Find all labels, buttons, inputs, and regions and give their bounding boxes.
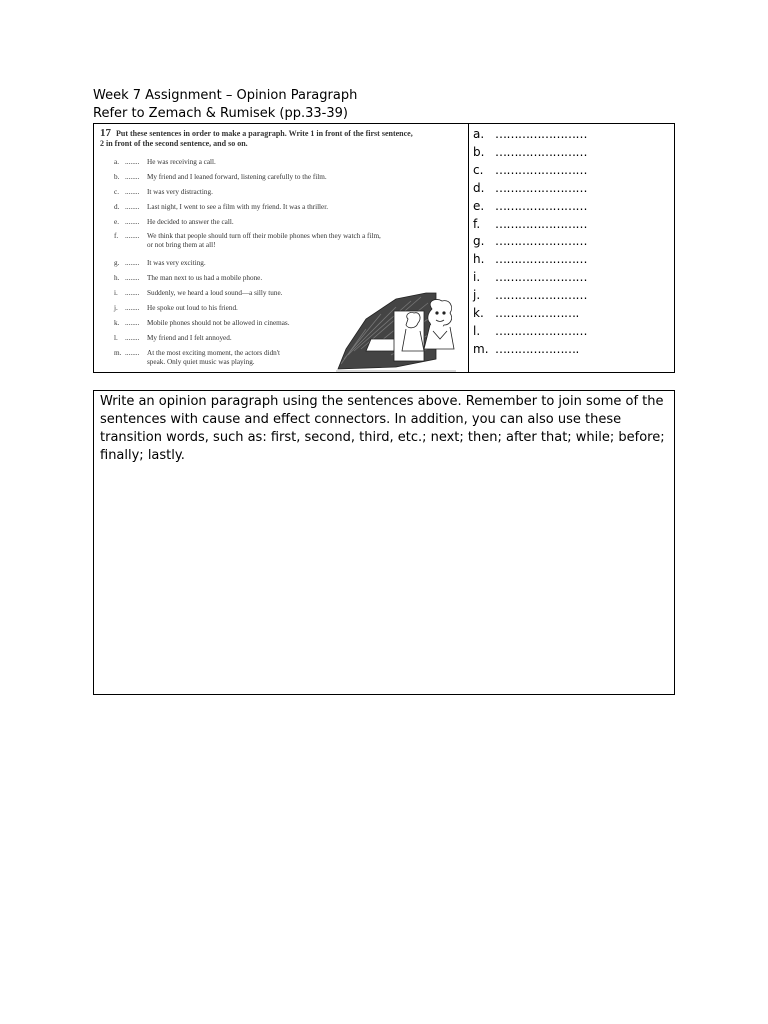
exercise-item-letter: d.: [114, 203, 120, 211]
exercise-item: [114, 203, 328, 212]
exercise-item-blank: ........: [125, 319, 140, 327]
answer-blank[interactable]: ……………………: [495, 234, 587, 249]
exercise-item-letter: b.: [114, 173, 120, 181]
exercise-item-text: [147, 188, 213, 197]
exercise-item-blank: ........: [125, 274, 140, 282]
answer-row[interactable]: [473, 162, 673, 180]
exercise-item-text-line: It was very distracting.: [147, 188, 213, 196]
exercise-item: [114, 188, 213, 197]
textbook-reference: Refer to Zemach & Rumisek (pp.33-39): [93, 106, 348, 121]
exercise-item-letter: h.: [114, 274, 120, 282]
exercise-item: [114, 274, 262, 283]
exercise-item: [114, 232, 381, 250]
exercise-item-blank: ........: [125, 334, 140, 342]
exercise-item-text: [147, 218, 234, 227]
exercise-item-letter: g.: [114, 259, 120, 267]
exercise-item: [114, 319, 290, 328]
exercise-item-text: [147, 334, 232, 343]
exercise-item-blank: ........: [125, 188, 140, 196]
exercise-table: [93, 123, 675, 373]
answer-letter: k.: [473, 306, 484, 321]
exercise-instruction: [100, 128, 450, 149]
exercise-item-text-line: He decided to answer the call.: [147, 218, 234, 226]
answer-letter: a.: [473, 127, 485, 141]
exercise-scan: [98, 126, 456, 372]
exercise-item-letter: i.: [114, 289, 118, 297]
answer-row[interactable]: [473, 287, 673, 305]
exercise-item: [114, 173, 327, 182]
answer-blank[interactable]: ……………………: [495, 162, 587, 177]
answer-blank[interactable]: ……………………: [495, 144, 587, 159]
exercise-item-letter: j.: [114, 304, 118, 312]
answer-row[interactable]: [473, 216, 673, 234]
exercise-item-text-line: My friend and I leaned forward, listening carefully to the film.: [147, 173, 327, 181]
answer-letter: e.: [473, 198, 485, 213]
answer-blank[interactable]: ………………….: [495, 341, 579, 356]
answer-row[interactable]: [473, 144, 673, 162]
answer-blank[interactable]: ………………….: [495, 306, 579, 321]
exercise-item-letter: f.: [114, 232, 119, 240]
exercise-item-blank: ........: [125, 173, 140, 181]
instruction-line-1: Put these sentences in order to make a paragraph. Write 1 in front of the first sentence,: [116, 129, 413, 138]
answer-blank[interactable]: ……………………: [495, 252, 587, 267]
answer-row[interactable]: [473, 251, 673, 269]
exercise-item-letter: l.: [114, 334, 118, 342]
exercise-item: [114, 304, 238, 313]
answer-blank[interactable]: ……………………: [495, 270, 587, 285]
exercise-item-text-line: The man next to us had a mobile phone.: [147, 274, 263, 282]
exercise-item-text: [147, 289, 282, 298]
writing-prompt: Write an opinion paragraph using the sentences above. Remember to join some of the sentences with cause and effect connectors. In addition, you can also use these transition words, such as: first, second, third, etc.; next; then; after that; while; before; finally; lastly.: [100, 394, 665, 463]
answer-row[interactable]: [473, 269, 673, 287]
exercise-item-blank: ........: [125, 304, 140, 312]
exercise-item-blank: ........: [125, 158, 140, 166]
exercise-item-letter: e.: [114, 218, 119, 226]
instruction-line-2: 2 in front of the second sentence, and so on.: [100, 139, 248, 148]
exercise-item-blank: ........: [125, 218, 140, 226]
exercise-item-text-line: He was receiving a call.: [147, 158, 216, 166]
exercise-number: 17: [100, 127, 111, 139]
exercise-item: [114, 349, 280, 367]
exercise-item-text-line: Mobile phones should not be allowed in cinemas.: [147, 319, 290, 327]
answer-letter: m.: [473, 341, 489, 356]
exercise-item-letter: k.: [114, 319, 120, 327]
answer-row[interactable]: [473, 126, 673, 144]
exercise-item-text: [147, 259, 206, 268]
exercise-item-text: [147, 304, 238, 313]
answer-letter: j.: [473, 288, 481, 303]
exercise-item-text: [147, 173, 327, 182]
exercise-item-text-line: At the most exciting moment, the actors didn't: [147, 349, 281, 357]
exercise-item-text-line: It was very exciting.: [147, 259, 206, 267]
exercise-item: [114, 289, 282, 298]
answer-letter: l.: [473, 323, 481, 338]
answer-blank[interactable]: ……………………: [495, 216, 587, 231]
answer-letter: f.: [473, 216, 481, 231]
exercise-item-text-line: We think that people should turn off their mobile phones when they watch a film,: [147, 232, 381, 240]
exercise-item-blank: ........: [125, 203, 140, 211]
exercise-item-letter: m.: [114, 349, 122, 357]
answer-blank[interactable]: ……………………: [495, 288, 587, 303]
answer-blank[interactable]: ……………………: [495, 198, 587, 213]
exercise-item: [114, 259, 206, 268]
answer-row[interactable]: [473, 341, 673, 359]
exercise-item: [114, 158, 216, 167]
writing-box[interactable]: [93, 390, 675, 695]
exercise-item-text: [147, 319, 290, 328]
answer-letter: h.: [473, 252, 485, 267]
document-header: [93, 87, 357, 123]
exercise-item-text: [147, 203, 328, 212]
answer-blank[interactable]: ……………………: [495, 180, 587, 195]
answer-letter: i.: [473, 270, 481, 285]
exercise-item: [114, 334, 232, 343]
answer-letter: d.: [473, 180, 485, 195]
answer-letter: b.: [473, 144, 485, 159]
exercise-item-text: [147, 158, 216, 167]
exercise-item-blank: ........: [125, 349, 140, 357]
exercise-item-text-line: My friend and I felt annoyed.: [147, 334, 232, 342]
exercise-item-text-line: He spoke out loud to his friend.: [147, 304, 238, 312]
exercise-item-text: [147, 232, 381, 250]
exercise-item-text-line: speak. Only quiet music was playing.: [147, 358, 255, 366]
answer-blank[interactable]: ……………………: [495, 323, 587, 338]
exercise-item-letter: c.: [114, 188, 119, 196]
exercise-item-text-line: or not bring them at all!: [147, 241, 216, 249]
exercise-item-text: [147, 274, 262, 283]
exercise-item-letter: a.: [114, 158, 119, 166]
answer-row[interactable]: [473, 323, 673, 341]
answer-blank[interactable]: ……………………: [495, 127, 587, 141]
exercise-item-blank: ........: [125, 232, 140, 240]
answer-row[interactable]: [473, 305, 673, 323]
exercise-item-blank: ........: [125, 289, 140, 297]
exercise-item-text-line: Suddenly, we heard a loud sound—a silly tune.: [147, 289, 283, 297]
column-divider: [468, 124, 469, 372]
exercise-item-blank: ........: [125, 259, 140, 267]
answer-row[interactable]: [473, 233, 673, 251]
exercise-item-text: [147, 349, 280, 367]
exercise-item-text-line: Last night, I went to see a film with my friend. It was a thriller.: [147, 203, 329, 211]
answer-letter: c.: [473, 162, 484, 177]
assignment-title: Week 7 Assignment – Opinion Paragraph: [93, 88, 358, 103]
exercise-item: [114, 218, 234, 227]
answer-row[interactable]: [473, 198, 673, 216]
answer-list: [473, 126, 673, 359]
cinema-cartoon-illustration: [336, 289, 456, 372]
answer-row[interactable]: [473, 180, 673, 198]
answer-letter: g.: [473, 234, 485, 249]
